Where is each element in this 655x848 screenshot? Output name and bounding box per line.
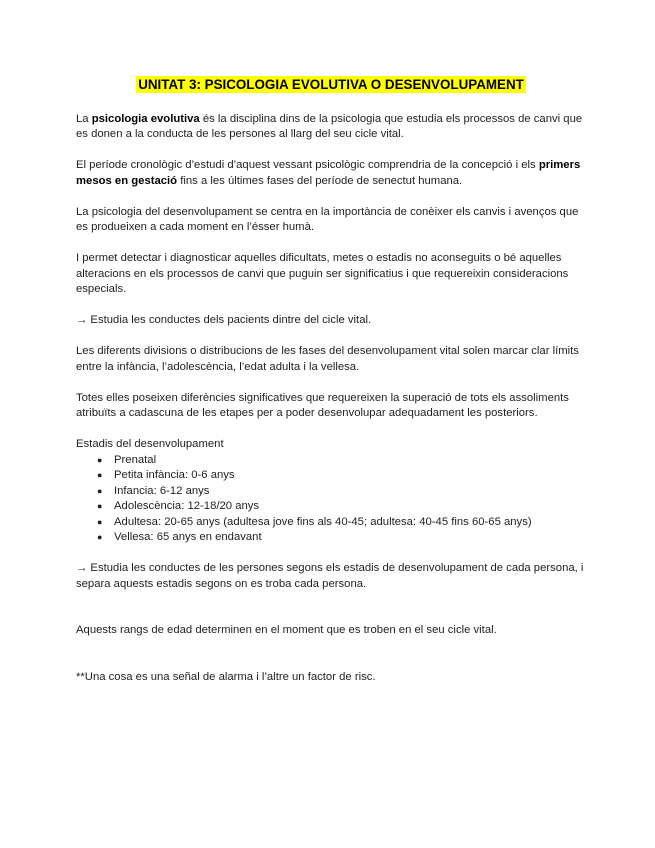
text-pre: La <box>76 112 92 125</box>
list-item <box>76 515 586 531</box>
document-page <box>76 76 586 701</box>
list-item <box>76 484 586 500</box>
text-post: fins a les últimes fases del període de senectut humana. <box>177 174 463 187</box>
list-item-text: Vellesa: 65 anys en endavant <box>114 531 262 543</box>
text-post: és la disciplina dins de la psicologia que estudia els processos de canvi que es donen a la conducta de les persones al llarg del seu cicle vital. <box>76 112 583 140</box>
list-item <box>76 499 586 515</box>
bullet-icon: ● <box>97 501 103 511</box>
list-item-text: Petita infància: 0-6 anys <box>114 469 235 481</box>
bold-term: primers mesos en gestació <box>76 159 581 187</box>
bullet-icon: ● <box>97 454 103 465</box>
list-item <box>76 453 586 469</box>
page-title: UNITAT 3: PSICOLOGIA EVOLUTIVA O DESENVOLUPAMENT <box>138 77 524 92</box>
paragraph-definition <box>76 112 586 143</box>
stages-heading: Estadis del desenvolupament <box>76 438 224 450</box>
bullet-icon: ● <box>97 532 103 542</box>
list-item-text: Adolescència: 12-18/20 anys <box>114 500 260 512</box>
list-item-text: Infancia: 6-12 anys <box>114 484 210 497</box>
title-wrap <box>76 76 586 95</box>
paragraph-note: **Una cosa es una señal de alarma i l’altre un factor de risc. <box>76 670 376 683</box>
bullet-icon: ● <box>97 516 103 527</box>
paragraph-focus: La psicologia del desenvolupament se centra en la importància de conèixer els canvis i avenços que es produeixen a cada moment en l’ésser humà. <box>76 205 579 233</box>
bold-term: psicologia evolutiva <box>91 112 200 125</box>
stages-section <box>76 437 586 546</box>
paragraph-detect: I permet detectar i diagnosticar aquelles dificultats, metes o estadis no aconseguits o bé aquelles alteracions en els processos de canvi que puguin ser significatius i que requereixin consideracions especials. <box>76 252 569 295</box>
paragraph-period <box>76 158 586 189</box>
bullet-icon: ● <box>97 470 103 480</box>
list-item-text: Adultesa: 20-65 anys (adultesa jove fins als 40-45; adultesa: 40-45 fins 60-65 anys) <box>114 515 532 528</box>
bullet-icon: ● <box>97 485 103 496</box>
stages-list <box>76 453 586 546</box>
paragraph-differences: Totes elles poseixen diferències significatives que requereixen la superació de tots els assoliments atribuïts a cadascuna de les etapes per a poder desenvolupar adequadament les posteriors. <box>76 391 569 419</box>
paragraph-arrow-1: → Estudia les conductes dels pacients dintre del cicle vital. <box>76 314 372 326</box>
paragraph-divisions: Les diferents divisions o distribucions de les fases del desenvolupament vital solen marcar clar límits entre la infància, l’adolescència, l’edat adulta i la vellesa. <box>76 345 579 373</box>
list-item <box>76 468 586 484</box>
list-item <box>76 530 586 546</box>
paragraph-arrow-2: → Estudia les conductes de les persones segons els estadis de desenvolupament de cada persona, i separa aquests estadis segons on es troba cada persona. <box>76 562 584 590</box>
list-item-text: Prenatal <box>114 453 157 466</box>
text-pre: El període cronològic d’estudi d’aquest vessant psicològic comprendria de la concepció i els <box>76 159 539 171</box>
paragraph-ranges: Aquests rangs de edad determinen en el moment que es troben en el seu cicle vital. <box>76 624 497 636</box>
